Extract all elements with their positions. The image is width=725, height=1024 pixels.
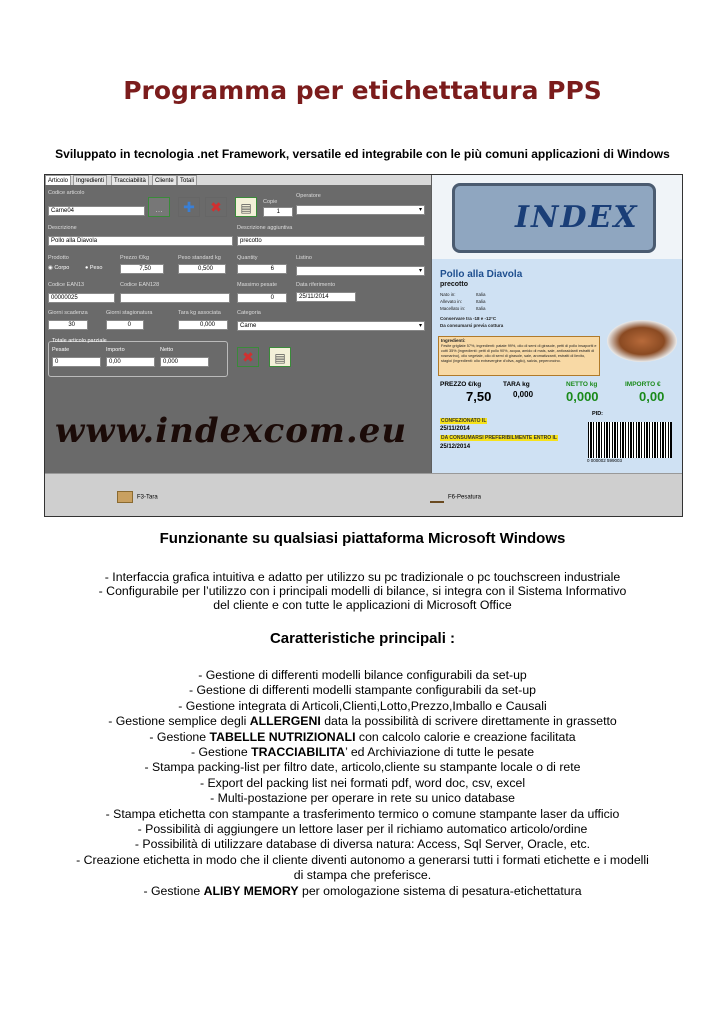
importo-val: 0,00 — [639, 389, 665, 404]
prodotto-label: Prodotto — [48, 255, 69, 261]
tab-articolo[interactable]: Articolo — [45, 175, 71, 185]
radio-corpo-label: Corpo — [54, 265, 70, 271]
add-button[interactable] — [178, 197, 200, 217]
ean13-field[interactable]: 00000025 — [48, 293, 115, 303]
logo-text: INDEX — [515, 200, 639, 235]
section1-heading: Funzionante su qualsiasi piattaforma Microsoft Windows — [159, 530, 566, 547]
feature-text: - Gestione — [143, 883, 204, 898]
pesate-label: Pesate — [52, 347, 70, 353]
totale-label: Totale articolo parziale — [52, 338, 107, 344]
cross-icon: ✖ — [210, 199, 222, 215]
tara-label: Tara kg associata — [178, 310, 221, 316]
feature-text: - Gestione — [149, 729, 210, 744]
print-button[interactable] — [235, 197, 257, 217]
tara-stepper[interactable]: 0,000 — [178, 320, 228, 330]
print-totals-button[interactable] — [269, 347, 291, 367]
feature-item — [0, 714, 725, 729]
app-screenshot — [44, 174, 683, 517]
f6-pesatura-button[interactable] — [430, 491, 481, 503]
tab-totali[interactable]: Totali — [177, 175, 197, 185]
feature-text: - Gestione — [190, 745, 252, 760]
box-icon — [117, 491, 133, 503]
index-logo — [452, 183, 656, 253]
feature-bold: TABELLE NUTRIZIONALI — [209, 729, 356, 744]
function-bar — [45, 473, 682, 517]
feature-text: ’ ed Archiviazione di tutte le pesate — [345, 745, 535, 760]
ellipsis-icon: … — [155, 205, 163, 214]
netto-label: Netto — [160, 347, 174, 353]
section2-heading: Caratteristiche principali : — [269, 630, 456, 647]
importo-lbl: IMPORTO € — [625, 381, 661, 388]
barcode-number: 0 000002 599003 — [587, 458, 623, 463]
tab-tracciabilita[interactable]: Tracciabilità — [111, 175, 149, 185]
search-button[interactable] — [148, 197, 170, 217]
feature-text: - Gestione semplice degli — [108, 714, 250, 729]
tab-bar — [45, 175, 431, 185]
descrizione-label: Descrizione — [48, 225, 77, 231]
radio-peso-label: Peso — [89, 265, 103, 271]
codice-articolo-field[interactable]: Carne04 — [48, 206, 145, 216]
data-rif-picker[interactable]: 25/11/2014 — [296, 292, 356, 302]
ean128-label: Codice EAN128 — [120, 282, 160, 288]
giorni-stag-stepper[interactable]: 0 — [106, 320, 144, 330]
feature-text: per omologazione sistema di pesatura-etichettatura — [298, 883, 582, 898]
listino-label: Listino — [296, 255, 312, 261]
giorni-scad-stepper[interactable]: 30 — [48, 320, 88, 330]
barcode — [588, 422, 672, 458]
feature-bold: ALIBY MEMORY — [203, 883, 299, 898]
ingredienti-text: Fesite grigliate 57%, ingredienti: patate 99%, olio di semi di girasole, petti di pollo insaporiti e cotti 35% (ingredienti: petti di pollo 90%, acqua, amido di mais, sale, antiossidanti estratti di rosmarino), olio vegetale, olio di semi di girasole, sale, aromatizzanti, estratti di lievito, stagioi (ingredienti: olio extravergine d'oliva, aglio), salvia, peperoncino. — [441, 344, 597, 363]
nato-in: Nato in: — [440, 292, 456, 297]
feature-item: - Export del packing list nei formati pdf, word doc, csv, excel — [199, 775, 526, 790]
conf-date: 25/11/2014 — [440, 426, 470, 432]
prezzo-label: Prezzo €/kg — [120, 255, 150, 261]
tab-ingredienti[interactable]: Ingredienti — [73, 175, 107, 185]
allevato-in: Allevato in: — [440, 299, 463, 304]
massimo-label: Massimo pesate — [237, 282, 278, 288]
ingredients-box — [438, 336, 600, 376]
feature-item — [0, 730, 725, 745]
copie-stepper[interactable]: 1 — [263, 207, 293, 217]
prezzo-field[interactable]: 7,50 — [120, 264, 164, 274]
descrizione-agg-field[interactable]: precotto — [237, 236, 425, 246]
food-image — [607, 320, 677, 362]
prezzo-lbl: PREZZO €/kg — [440, 381, 482, 388]
feature-item: - Gestione di differenti modelli bilance configurabili da set-up — [198, 668, 527, 682]
peso-std-label: Peso standard kg — [178, 255, 221, 261]
scale-icon — [430, 491, 444, 503]
nato-val: Italia — [476, 292, 486, 297]
radio-peso[interactable]: ● Peso — [85, 265, 103, 271]
tab-cliente[interactable]: Cliente — [152, 175, 177, 185]
macellato-in: Macellato in: — [440, 306, 466, 311]
feature-item: - Possibilità di utilizzare database di diversa natura: Access, Sql Server, Oracle, etc. — [134, 837, 591, 852]
page-subtitle: Sviluppato in tecnologia .net Framework, versatile ed integrabile con le più comuni applicazioni di Windows — [55, 147, 670, 161]
importo-field: 0,00 — [106, 357, 155, 367]
f6-label: F6-Pesatura — [448, 494, 482, 501]
macellato-val: Italia — [476, 306, 486, 311]
quantity-stepper[interactable]: 6 — [237, 264, 287, 274]
document-icon: ▤ — [240, 201, 252, 215]
netto-val: 0,000 — [566, 389, 599, 404]
feature-item — [0, 884, 725, 899]
netto-field: 0,000 — [160, 357, 209, 367]
feature-text: con calcolo calorie e creazione facilitata — [355, 729, 576, 744]
confezionato-label: CONFEZIONATO IL — [441, 418, 487, 424]
codice-articolo-label: Codice articolo — [48, 190, 85, 196]
feature-bold: ALLERGENI — [249, 714, 321, 729]
cons-date: 25/12/2014 — [440, 444, 471, 450]
page-title: Programma per etichettatura PPS — [123, 76, 602, 105]
feature-item: - Stampa etichetta con stampante a trasferimento termico o comune stampante laser da ufficio — [105, 806, 620, 821]
document-icon: ▤ — [274, 351, 286, 365]
label-product2: precotto — [440, 281, 468, 288]
tara-val: 0,000 — [513, 390, 534, 399]
allevato-val: Italia — [476, 299, 486, 304]
importo-label: Importo — [106, 347, 125, 353]
reset-totals-button[interactable] — [237, 347, 259, 367]
feature-bold: TRACCIABILITA — [251, 745, 346, 760]
prezzo-val: 7,50 — [466, 389, 492, 404]
listino-select[interactable] — [296, 266, 425, 276]
cross-icon: ✖ — [242, 349, 254, 365]
feature-item: - Gestione di differenti modelli stampante configurabili da set-up — [188, 683, 536, 698]
giorni-scad-label: Giorni scadenza — [48, 310, 88, 316]
feature-item: - Creazione etichetta in modo che il cliente diventi autonomo a generarsi tutti i formati etichette e i modelli — [76, 852, 649, 867]
ean128-field[interactable] — [120, 293, 230, 303]
section1-line3: del cliente e con tutte le applicazioni di Microsoft Office — [213, 598, 512, 612]
data-rif-label: Data riferimento — [296, 282, 336, 288]
copie-label: Copie — [263, 199, 278, 205]
feature-text: data la possibilità di scrivere direttamente in grassetto — [320, 714, 617, 729]
feature-item — [0, 745, 725, 760]
radio-corpo[interactable]: ◉ Corpo — [48, 265, 70, 271]
label-product: Pollo alla Diavola — [440, 269, 523, 280]
article-form — [45, 175, 431, 473]
peso-std-field[interactable]: 0,500 — [178, 264, 226, 274]
pid-label: PID: — [592, 411, 603, 417]
feature-item: - Gestione integrata di Articoli,Clienti,Lotto,Prezzo,Imballo e Causali — [178, 698, 547, 713]
descrizione-agg-label: Descrizione aggiuntiva — [237, 225, 293, 231]
giorni-stag-label: Giorni stagionatura — [106, 310, 153, 316]
section1-line1: - Interfaccia grafica intuitiva e adatto per utilizzo su pc tradizionale o pc touchscreen industriale — [104, 570, 621, 584]
tara-lbl: TARA kg — [503, 381, 530, 388]
f3-label: F3-Tara — [137, 494, 158, 501]
feature-item: - Multi-postazione per operare in rete su unico database — [210, 791, 515, 806]
feature-item: - Stampa packing-list per filtro date, articolo,cliente su stampante locale o di rete — [144, 760, 581, 775]
pesate-field: 0 — [52, 357, 101, 367]
section1-line2: - Configurabile per l’utilizzo con i principali modelli di bilance, si integra con il Sistema Informativo — [98, 584, 627, 598]
categoria-label: Categoria — [237, 310, 261, 316]
feature-item: - Possibilità di aggiungere un lettore laser per il richiamo automatico articolo/ordine — [137, 822, 588, 837]
features-list — [0, 668, 725, 899]
feature-item: di stampa che preferisce. — [293, 868, 432, 883]
descrizione-field[interactable]: Pollo alla Diavola — [48, 236, 233, 246]
plus-icon: ✚ — [183, 199, 195, 215]
f3-tara-button[interactable] — [117, 491, 158, 503]
quantity-label: Quantity — [237, 255, 258, 261]
delete-button[interactable] — [205, 197, 227, 217]
consumare-label: DA CONSUMARSI PREFERIBILMENTE ENTRO IL — [441, 435, 557, 441]
categoria-select[interactable]: Carne ▾ — [237, 321, 425, 331]
conservare-text: Conservare tra -18 e -12°C — [440, 316, 497, 321]
ean13-label: Codice EAN13 — [48, 282, 85, 288]
massimo-stepper[interactable]: 0 — [237, 293, 287, 303]
label-preview — [432, 175, 682, 473]
website-watermark: www.indexcom.eu — [55, 411, 408, 451]
operatore-label: Operatore — [296, 193, 321, 199]
operatore-select[interactable] — [296, 205, 425, 215]
ingredienti-title: Ingredienti: — [441, 338, 466, 343]
netto-lbl: NETTO kg — [566, 381, 598, 388]
consumarsi-text: Da consumarsi previa cottura — [440, 323, 504, 328]
